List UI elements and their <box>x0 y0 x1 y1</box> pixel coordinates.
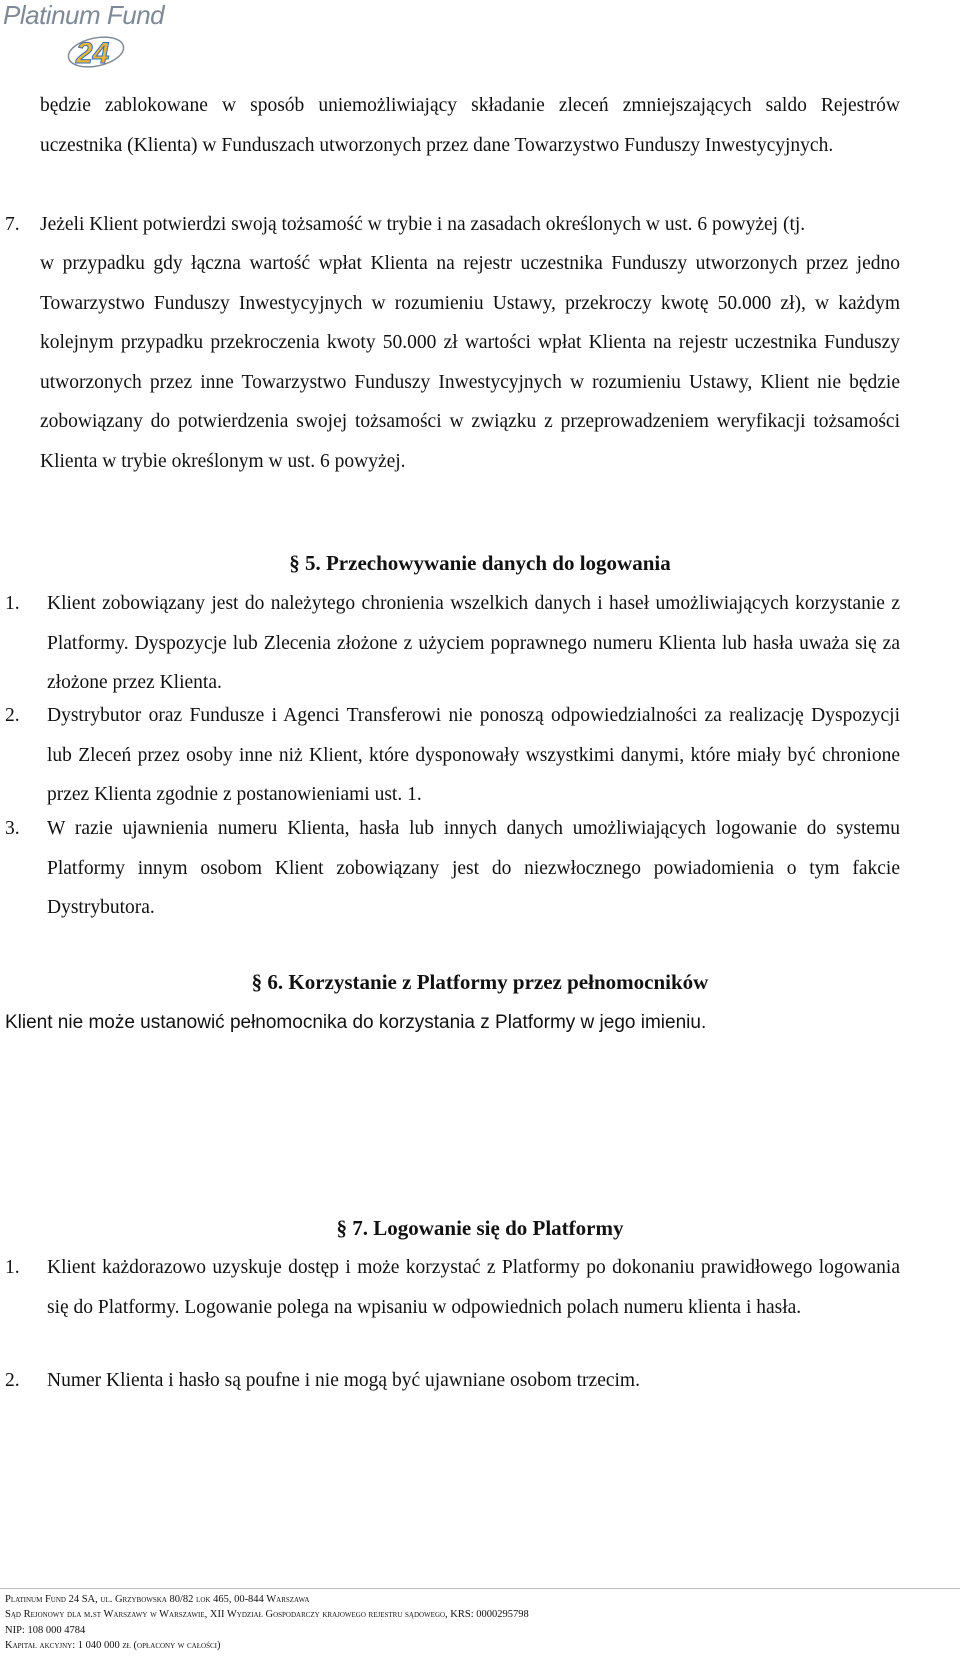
footer <box>5 1592 955 1654</box>
footer-divider <box>0 1588 960 1589</box>
section-6-text: Klient nie może ustanowić pełnomocnika do korzystania z Platformy w jego imieniu. <box>5 1012 707 1033</box>
section-7-item-1-text: Klient każdorazowo uzyskuje dostęp i może korzystać z Platformy po dokonaniu prawidłowego logowania się do Platformy. Logowanie polega na wpisaniu w odpowiednich polach numeru klienta i hasła. <box>47 1257 900 1318</box>
section-5-heading: § 5. Przechowywanie danych do logowania <box>289 551 671 575</box>
section-5-item-1-number: 1. <box>5 593 20 614</box>
section-5-item-3-text: W razie ujawnienia numeru Klienta, hasła lub innych danych umożliwiających logowanie do systemu Platformy innym osobom Klient zobowiązany jest do niezwłocznego powiadomienia o tym fakcie Dystrybutora. <box>47 818 900 919</box>
footer-nip: NIP: 108 000 4784 <box>5 1624 86 1636</box>
section-7-item-1-number: 1. <box>5 1257 20 1278</box>
footer-share-capital: Kapitał akcyjny: 1 040 000 zł (opłacony w całości) <box>5 1640 221 1652</box>
section-7-heading: § 7. Logowanie się do Platformy <box>336 1216 624 1240</box>
platinum-fund-logo <box>0 0 200 72</box>
logo-badge-number: 24 <box>76 37 110 70</box>
item-7-number: 7. <box>5 214 20 235</box>
logo-24-badge <box>66 30 128 70</box>
footer-address: Platinum Fund 24 SA, ul. Grzybowska 80/82 lok 465, 00-844 Warszawa <box>5 1594 310 1605</box>
logo-wordmark: Platinum Fund <box>3 0 165 30</box>
section-5-item-1-text: Klient zobowiązany jest do należytego chronienia wszelkich danych i haseł umożliwiających korzystanie z Platformy. Dyspozycje lub Zlecenia złożone z użyciem poprawnego numeru Klienta lub hasła uważa się za złożone przez Klienta. <box>47 593 900 694</box>
section-7-item-2-text: Numer Klienta i hasło są poufne i nie mogą być ujawniane osobom trzecim. <box>47 1370 640 1391</box>
section-6-heading: § 6. Korzystanie z Platformy przez pełnomocników <box>251 970 709 994</box>
section-5-item-3-number: 3. <box>5 818 20 839</box>
section-5-item-2-text: Dystrybutor oraz Fundusze i Agenci Transferowi nie ponoszą odpowiedzialności za realizację Dyspozycji lub Zleceń przez osoby inne niż Klient, które dysponowały wszystkimi danymi, które miały być chronione przez Klienta zgodnie z postanowieniami ust. 1. <box>47 705 900 806</box>
item-7-first-line: Jeżeli Klient potwierdzi swoją tożsamość w trybie i na zasadach określonych w ust. 6 powyżej (tj. <box>40 214 806 235</box>
section-5-item-2-number: 2. <box>5 705 20 726</box>
paragraph-continuation: będzie zablokowane w sposób uniemożliwiający składanie zleceń zmniejszających saldo Rejestrów uczestnika (Klienta) w Funduszach utworzonych przez dane Towarzystwo Funduszy Inwestycyjnych. <box>40 95 900 156</box>
section-7-item-2-number: 2. <box>5 1370 20 1391</box>
footer-court-registry: Sąd Rejonowy dla m.st Warszawy w Warszawie, XII Wydział Gospodarczy krajowego rejestru sądowego, KRS: 0000295798 <box>5 1609 529 1621</box>
item-7-text: w przypadku gdy łączna wartość wpłat Klienta na rejestr uczestnika Funduszy utworzonych przez jedno Towarzystwo Funduszy Inwestycyjnych w rozumieniu Ustawy, przekroczy kwotę 50.000 zł), w każdym kolejnym przypadku przekroczenia kwoty 50.000 zł wartości wpłat Klienta na rejestr uczestnika Funduszy utworzonych przez inne Towarzystwo Funduszy Inwestycyjnych w rozumieniu Ustawy, Klient nie będzie zobowiązany do potwierdzenia swojej tożsamości w związku z przeprowadzeniem weryfikacji tożsamości Klienta w trybie określonym w ust. 6 powyżej. <box>40 253 900 472</box>
